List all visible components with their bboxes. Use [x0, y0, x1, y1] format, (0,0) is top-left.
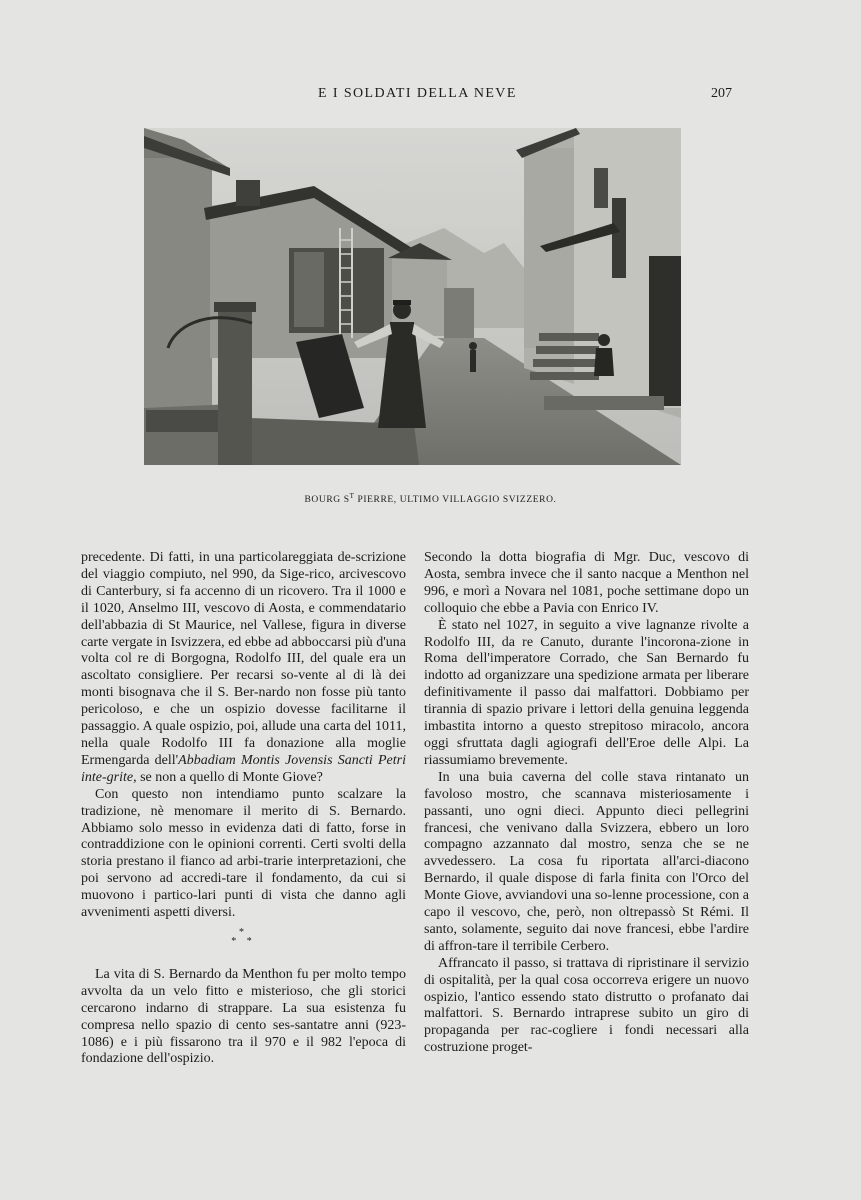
right-paragraph-1: Secondo la dotta biografia di Mgr. Duc, vescovo di Aosta, sembra invece che il santo nacque a Menthon nel 996, e morì a Novara nel 1081, poche settimane dopo un colloquio che ebbe a Pavia con Enrico IV.: [424, 550, 749, 616]
right-paragraph-3: In una buia caverna del colle stava rintanato un favoloso mostro, che scannava misteriosamente i passanti, uno ogni dieci. Appunto dieci pellegrini francesi, che venivano dalla Svizzera, ebbero un loro compagno azzannato dal mostro, senza che se ne avvedessero. La cosa fu riportata all'arci-diacono Bernardo, il quale dispose di farla finita con l'Orco del Monte Giove, avviandovi una so-lenne processione, con a capo il vescovo, che, però, non oltrepassò St Rémi. Il santo, solamente, seguito dai nove francesi, ebbe l'ardire di affron-tare il terribile Cerbero.: [424, 769, 749, 954]
running-head: E I SOLDATI DELLA NEVE: [318, 86, 517, 101]
left-paragraph-1: [81, 550, 406, 787]
page-header: [0, 86, 861, 106]
asterism-top: *: [239, 926, 248, 938]
left-paragraph-3: La vita di S. Bernardo da Menthon fu per molto tempo avvolta da un velo fitto e misterioso, che gli storici cercarono indarno di strappare. La sua esistenza fu compresa nello spazio di cento ses-santatre anni (923-1086) e i più fissarono tra il 970 e il 982 l'epoca di fondazione dell'ospizio.: [81, 966, 406, 1067]
caption-rest: PIERRE, ULTIMO VILLAGGIO SVIZZERO.: [354, 495, 557, 506]
left-p1-text-a: precedente. Di fatti, in una particolareggiata de-scrizione del viaggio compiuto, nel 990, da Sige-rico, arcivescovo di Canterbury, si fa accenno di un ricovero. Tra il 1000 e il 1020, Anselmo III, vescovo di Aosta, e commendatario dell'abbazia di St Maurice, nel Vallese, figura in diverse carte vergate in Isvizzera, ed ebbe ad abboccarsi più d'una volta col re di Borgogna, Rodolfo III, del quale era un ascoltato consigliere. Per recarsi so-vente al di là dei monti bisognava che il S. Ber-nardo non fosse più tanto pericoloso, e che un ospizio dovesse facilitarne il passaggio. A quale ospizio, poi, allude una carta del 1011, nella quale Rodolfo III fa donazione alla moglie Ermengarda dell': [81, 550, 406, 768]
left-p1-text-b: , se non a quello di Monte Giove?: [133, 769, 323, 785]
left-column: [81, 550, 406, 1068]
asterism-bottom: * *: [231, 935, 256, 947]
page-number: 207: [711, 86, 732, 101]
village-street-photo: [144, 128, 681, 465]
right-paragraph-4: Affrancato il passo, si trattava di ripristinare il servizio di ospitalità, per la qual cosa occorreva erigere un nuovo ospizio, l'antico essendo stato distrutto o profanato dai malfattori. S. Bernardo intraprese subito un giro di propaganda per rac-cogliere i fondi necessari alla costruzione proget-: [424, 955, 749, 1056]
right-column: [424, 550, 749, 1057]
figure-caption: [0, 492, 861, 505]
caption-main: BOURG S: [304, 495, 350, 506]
section-asterism: [81, 928, 406, 946]
right-paragraph-2: È stato nel 1027, in seguito a vive lagnanze rivolte a Rodolfo III, da re Canuto, durante l'incorona-zione in Roma dell'imperatore Corrado, che San Bernardo fu indotto ad organizzare una spedizione armata per liberare definitivamente il passo dai malfattori. Dobbiamo per tirannia di spazio privare i lettori della genuina leggenda imbastita intorno a questo strepitoso miracolo, ancora oggi sfruttata dagli agiografi dell'Eroe delle Alpi. La riassumiamo brevemente.: [424, 617, 749, 768]
left-paragraph-2: Con questo non intendiamo punto scalzare la tradizione, nè menomare il merito di S. Bernardo. Abbiamo solo messo in evidenza dati di fatto, forse in contraddizione con le opinioni correnti. Certi svolti della storia prestano il fianco ad arbi-trarie interpretazioni, che poi servono ad accredi-tare il fondamento, da cui si muovono i partico-lari punti di vista che danno agli avvenimenti aspetti diversi.: [81, 786, 406, 921]
photo-illustration: [144, 128, 681, 465]
caption-superscript: T: [349, 492, 355, 500]
left-p1-italic: Abbadiam Montis Jovensis Sancti Petri inte-grite: [81, 752, 406, 785]
